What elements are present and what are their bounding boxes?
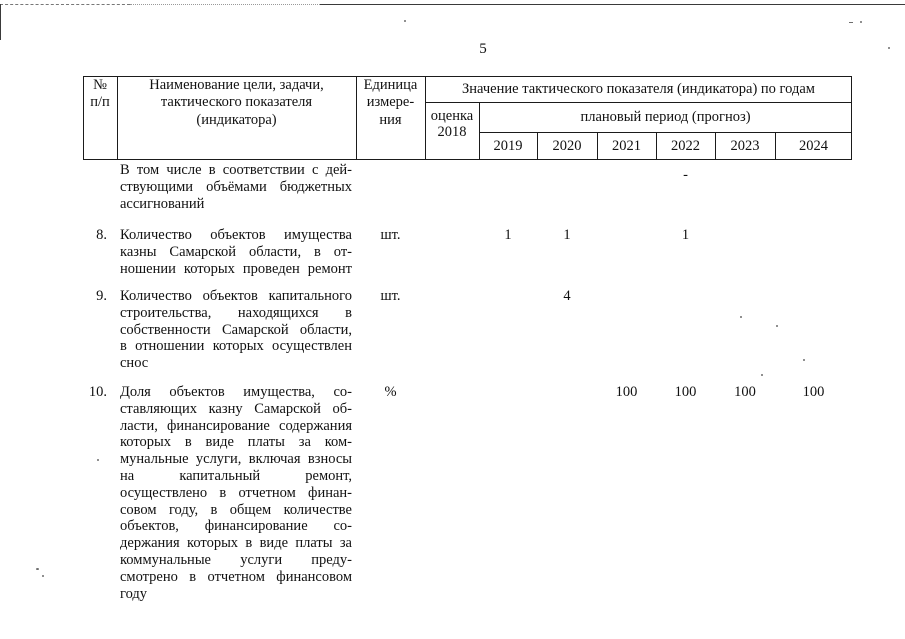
- header-estimate-line: оценка: [430, 108, 474, 124]
- indicator-name-line: совом году, в общем количестве: [120, 501, 352, 518]
- scan-edge-top: [130, 4, 320, 5]
- indicator-name-line: смотрено в отчетном финансовом: [120, 568, 352, 585]
- indicator-name-line: Количество объектов имущества: [120, 227, 352, 243]
- header-unit-line: ния: [379, 111, 402, 128]
- header-year-2020: 2020: [552, 138, 582, 154]
- row-number: 10.: [88, 384, 107, 400]
- indicator-name-line: снос: [120, 355, 149, 372]
- indicator-name-line: в отношении которых осуществлен: [120, 338, 352, 355]
- header-name-line: тактического показателя: [160, 94, 313, 111]
- header-cell-number: [83, 77, 117, 110]
- indicator-name-line: осуществлено в отчетном финан-: [120, 484, 352, 501]
- scan-edge-top: [320, 4, 905, 5]
- indicator-name-line: мунальные услуги, включая взносы: [120, 451, 352, 468]
- indicator-name-line: казны Самарской области, в от-: [120, 243, 352, 260]
- header-year-2023: 2023: [730, 138, 760, 154]
- value-2020: 1: [563, 227, 571, 243]
- value-2021: 100: [615, 384, 638, 400]
- indicator-name: [120, 384, 352, 602]
- value-2022: 1: [681, 227, 690, 243]
- value-2023: 100: [734, 384, 756, 400]
- indicator-name-line: собственности Самарской области,: [120, 321, 352, 338]
- scan-edge-top: [0, 4, 130, 5]
- indicator-name: [120, 162, 352, 212]
- header-year-2019: 2019: [493, 138, 523, 154]
- indicator-name-line: ствующими объёмами бюджетных: [120, 178, 352, 195]
- scan-speck: [860, 21, 862, 23]
- header-cell-name: [117, 77, 356, 129]
- header-cell-unit: [356, 77, 425, 129]
- row-divider: [425, 102, 852, 103]
- header-year-2024: 2024: [799, 138, 828, 154]
- unit-of-measure: шт.: [380, 288, 401, 304]
- indicator-name-line: коммунальные услуги преду-: [120, 551, 352, 568]
- indicator-name: [120, 227, 352, 277]
- value-2022: 100: [674, 384, 697, 400]
- scan-speck: [740, 316, 742, 318]
- indicator-name-line: ставляющих казну Самарской об-: [120, 400, 352, 417]
- indicator-name: [120, 288, 352, 372]
- page-number: 5: [479, 41, 487, 57]
- indicator-name-line: В том числе в соответствии с дей-: [120, 162, 352, 178]
- header-year-2022: 2022: [671, 138, 700, 154]
- value-2020: 4: [563, 288, 571, 304]
- scan-speck: [761, 374, 763, 376]
- header-values-title: Значение тактического показателя (индикатора) по годам: [462, 81, 815, 97]
- row-divider: [479, 132, 852, 133]
- indicator-name-line: которых в виде платы за ком-: [120, 434, 352, 451]
- value-2024: 100: [802, 384, 825, 400]
- header-unit-line: измере-: [366, 94, 415, 111]
- indicator-name-line: ношении которых проведен ремонт: [120, 260, 352, 277]
- header-plan-title: плановый период (прогноз): [580, 109, 751, 125]
- indicator-name-line: объектов, финансирование со-: [120, 518, 352, 535]
- scan-edge-left: [0, 4, 1, 40]
- indicator-name-line: ласти, финансирование содержания: [120, 417, 352, 434]
- indicator-name-line: Количество объектов капитального: [120, 288, 352, 304]
- scan-speck: [803, 359, 805, 361]
- row-number: 8.: [96, 227, 107, 243]
- unit-of-measure: %: [384, 384, 397, 400]
- header-year-2021: 2021: [612, 138, 641, 154]
- row-number: 9.: [96, 288, 107, 304]
- header-number-line: №: [93, 77, 107, 93]
- scan-speck: [42, 575, 44, 577]
- header-estimate-line: 2018: [437, 124, 467, 140]
- header-number-line: п/п: [90, 93, 110, 110]
- header-name-line: Наименование цели, задачи,: [149, 77, 324, 93]
- value-2022: -: [683, 167, 688, 183]
- scan-speck: [404, 20, 406, 22]
- indicator-name-line: году: [120, 585, 148, 602]
- scan-speck: [776, 325, 778, 327]
- scan-speck: [97, 459, 99, 461]
- indicator-name-line: Доля объектов имущества, со-: [120, 384, 352, 400]
- unit-of-measure: шт.: [380, 227, 401, 243]
- indicator-name-line: держания которых в виде платы за: [120, 535, 352, 552]
- scan-speck: [849, 22, 853, 23]
- header-unit-line: Единица: [363, 77, 418, 93]
- value-2019: 1: [504, 227, 512, 243]
- indicator-name-line: ассигнований: [120, 195, 205, 212]
- header-cell-estimate: [425, 108, 479, 140]
- scan-speck: [36, 568, 39, 570]
- header-name-line: (индикатора): [196, 111, 277, 128]
- indicator-name-line: на капитальный ремонт,: [120, 467, 352, 484]
- scan-speck: [888, 47, 890, 49]
- indicator-name-line: строительства, находящихся в: [120, 304, 352, 321]
